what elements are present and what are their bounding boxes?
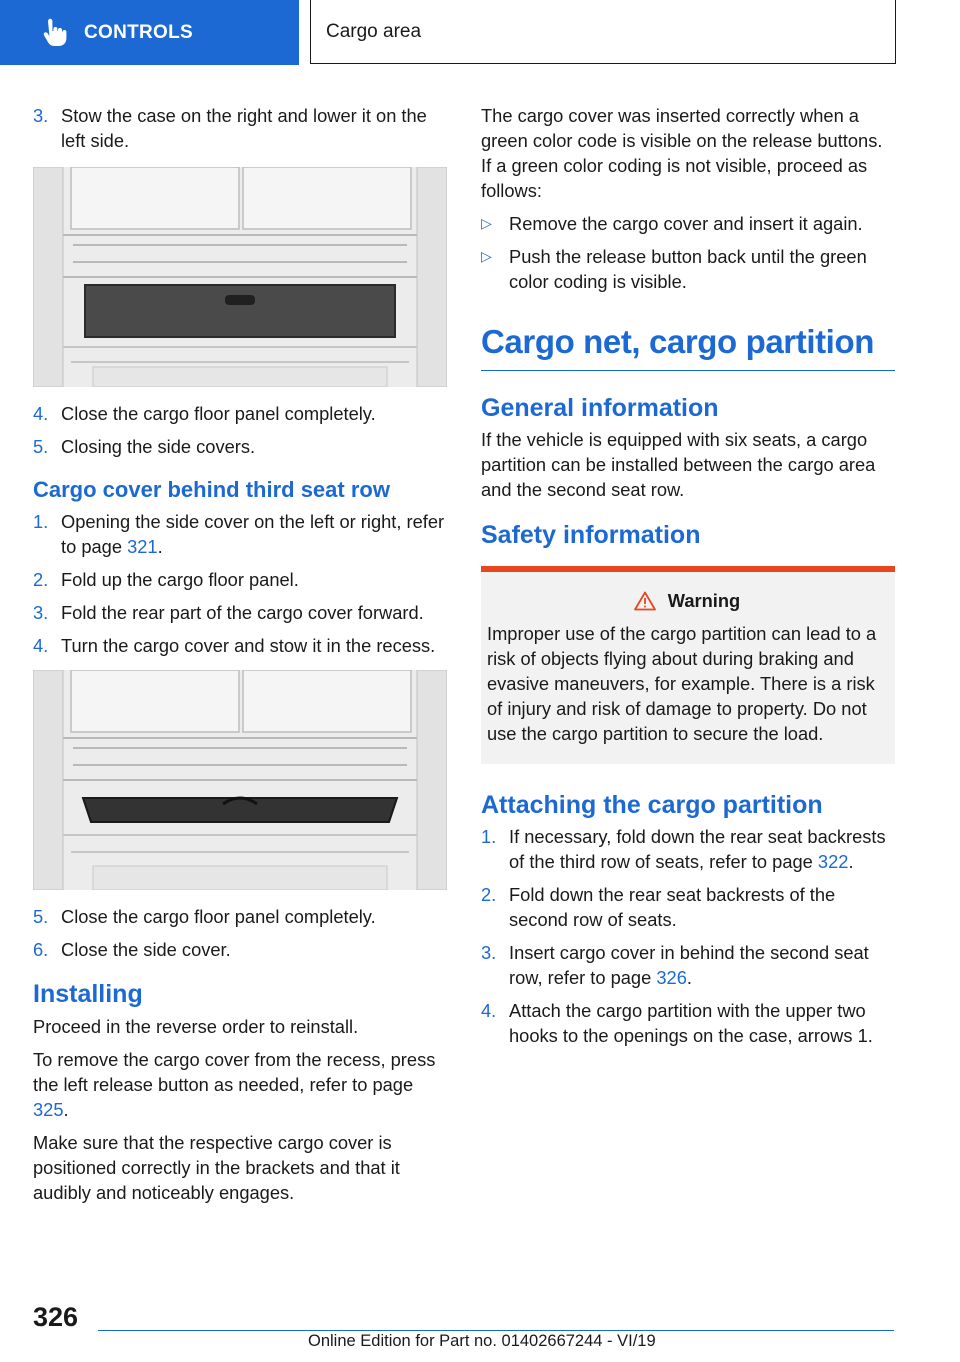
step-number: 6. [33, 939, 49, 960]
bullet-text: Push the release button back until the green color coding is visible. [509, 246, 867, 292]
attach-step-list [481, 824, 895, 1048]
step-number: 5. [33, 906, 49, 927]
general-info-text: If the vehicle is equipped with six seats, a cargo partition can be installed between the cargo area and the second seat row. [481, 429, 876, 500]
step-text-end: . [157, 536, 163, 557]
triangle-right-icon: ▷ [481, 248, 492, 264]
step-text: Insert cargo cover in behind the second seat row, refer to page [509, 942, 869, 988]
step-item [33, 633, 447, 658]
step-item [33, 904, 447, 929]
footer-divider [98, 1330, 894, 1331]
warning-box [481, 566, 895, 764]
step-text: Attach the cargo partition with the upper two hooks to the openings on the case, arrows 1. [509, 1000, 873, 1046]
step-item [33, 509, 447, 559]
step-item [481, 998, 895, 1048]
step-number: 4. [481, 1000, 497, 1021]
step-text: Fold the rear part of the cargo cover forward. [61, 602, 424, 623]
step-text: Opening the side cover on the left or right, refer to page [61, 511, 445, 557]
step-text: Fold down the rear seat backrests of the second row of seats. [509, 884, 836, 930]
step-text: Fold up the cargo floor panel. [61, 569, 299, 590]
page-link[interactable]: 325 [33, 1099, 64, 1120]
step-item [33, 937, 447, 962]
step-number: 4. [33, 403, 49, 424]
step-text: If necessary, fold down the rear seat backrests of the third row of seats, refer to page [509, 826, 886, 872]
installing-paragraph-1: Proceed in the reverse order to reinstall. [33, 1016, 359, 1037]
cargo-cover-recess-illustration [33, 670, 447, 890]
step-number: 1. [481, 826, 497, 847]
page-link[interactable]: 326 [656, 967, 687, 988]
attach-heading: Attaching the cargo partition [481, 791, 823, 819]
step-item [481, 824, 895, 874]
bullet-list [481, 211, 895, 294]
step-list-c [33, 509, 447, 658]
step-item [33, 600, 447, 625]
step-text: Close the side cover. [61, 939, 231, 960]
section-tab [0, 0, 299, 65]
warning-title: Warning [667, 590, 741, 611]
cargo-cover-case-illustration [33, 167, 447, 387]
step-number: 2. [33, 569, 49, 590]
edition-text: Online Edition for Part no. 01402667244 - VI/19 [308, 1332, 656, 1350]
page-link[interactable]: 321 [127, 536, 158, 557]
step-item [33, 103, 447, 153]
step-list-a [33, 103, 447, 153]
step-item [481, 882, 895, 932]
warning-triangle-icon [634, 591, 656, 611]
step-number: 3. [33, 602, 49, 623]
step-text-end: . [848, 851, 854, 872]
step-number: 3. [481, 942, 497, 963]
step-number: 4. [33, 635, 49, 656]
hand-pointer-icon [38, 18, 68, 48]
triangle-right-icon: ▷ [481, 215, 492, 231]
bullet-item [481, 211, 895, 236]
step-number: 1. [33, 511, 49, 532]
page-number: 326 [33, 1302, 79, 1332]
subsection-header [310, 0, 896, 64]
left-column [33, 103, 447, 1213]
step-number: 3. [33, 105, 49, 126]
subsection-title: Cargo area [326, 20, 422, 42]
step-text: Close the cargo floor panel completely. [61, 403, 376, 424]
step-text-end: . [686, 967, 692, 988]
step-item [33, 434, 447, 459]
step-text: Closing the side covers. [61, 436, 256, 457]
bullet-item [481, 244, 895, 294]
step-number: 2. [481, 884, 497, 905]
step-text: Close the cargo floor panel completely. [61, 906, 376, 927]
step-item [33, 401, 447, 426]
page-footer [0, 1290, 960, 1362]
step-number: 5. [33, 436, 49, 457]
cargo-cover-heading: Cargo cover behind third seat row [33, 477, 390, 502]
installing-paragraph-3: Make sure that the respective cargo cover is positioned correctly in the brackets and that it audibly and noticeably engages. [33, 1132, 400, 1203]
step-list-d [33, 904, 447, 962]
installing-heading: Installing [33, 980, 143, 1008]
step-list-b [33, 401, 447, 459]
warning-title-row [487, 588, 887, 613]
right-column [481, 103, 895, 1056]
warning-text: Improper use of the cargo partition can lead to a risk of objects flying about during braking and evasive maneuvers, for example. There is a risk of injury and risk of damage to property. Do not use the cargo partition to secure the load. [487, 623, 877, 744]
step-item [481, 940, 895, 990]
bullet-text: Remove the cargo cover and insert it again. [509, 213, 863, 234]
step-text: Stow the case on the right and lower it on the left side. [61, 105, 427, 151]
section-title: CONTROLS [84, 21, 194, 43]
page-link[interactable]: 322 [817, 851, 849, 872]
intro-paragraph: The cargo cover was inserted correctly when a green color code is visible on the release buttons. If a green color coding is not visible, proceed as follows: [481, 105, 883, 201]
step-text: Turn the cargo cover and stow it in the recess. [61, 635, 436, 656]
safety-info-heading: Safety information [481, 521, 701, 549]
main-heading: Cargo net, cargo partition [481, 322, 895, 371]
installing-paragraph-2: To remove the cargo cover from the recess, press the left release button as needed, refer to page 325. [33, 1049, 436, 1120]
step-item [33, 567, 447, 592]
general-info-heading: General information [481, 394, 719, 422]
